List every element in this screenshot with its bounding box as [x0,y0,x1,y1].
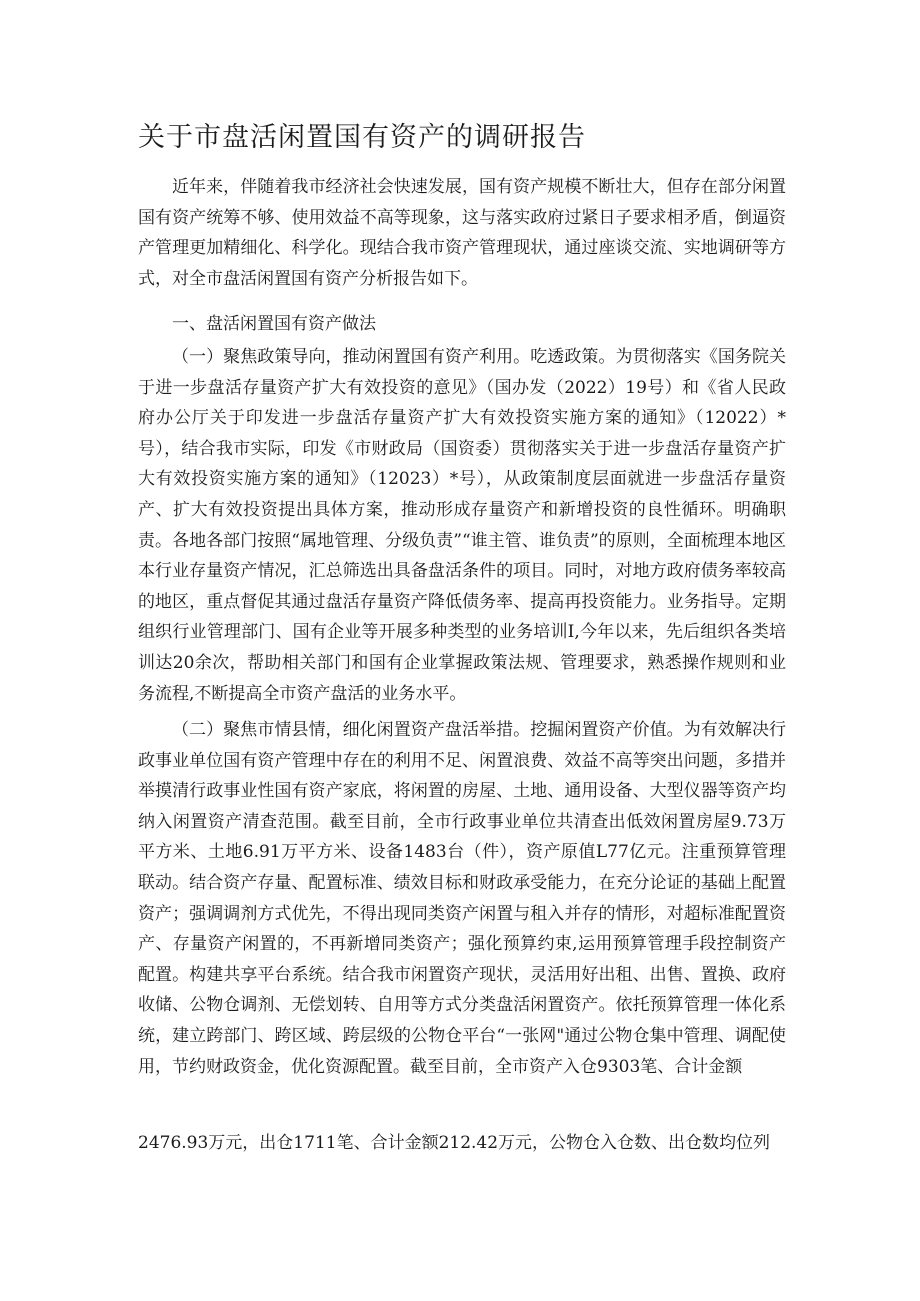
policy-paragraph: （一）聚焦政策导向，推动闲置国有资产利用。吃透政策。为贯彻落实《国务院关于进一步盘活存量资产扩大有效投资的意见》（国办发（2022）19号）和《省人民政府办公厅关于印发进一步盘活存量资产扩大有效投资实施方案的通知》（12022）*号），结合我市实际，印发《市财政局（国资委）贯彻落实关于进一步盘活存量资产扩大有效投资实施方案的通知》（12023）*号），从政策制度层面就进一步盘活存量资产、扩大有效投资提出具体方案，推动形成存量资产和新增投资的良性循环。明确职责。各地各部门按照“属地管理、分级负责”“谁主管、谁负责”的原则，全面梳理本地区本行业存量资产情况，汇总筛选出具备盘活条件的项目。同时，对地方政府债务率较高的地区，重点督促其通过盘活存量资产降低债务率、提高再投资能力。业务指导。定期组织行业管理部门、国有企业等开展多种类型的业务培训I,今年以来，先后组织各类培训达20余次，帮助相关部门和国有企业掌握政策法规、管理要求，熟悉操作规则和业务流程,不断提高全市资产盘活的业务水平。 [138,347,786,704]
intro-paragraph: 近年来，伴随着我市经济社会快速发展，国有资产规模不断壮大，但存在部分闲置国有资产统筹不够、使用效益不高等现象，这与落实政府过紧日子要求相矛盾，倒逼资产管理更加精细化、科学化。现结合我市资产管理现状，通过座谈交流、实地调研等方式，对全市盘活闲置国有资产分析报告如下。 [138,177,786,289]
continuation-paragraph: 2476.93万元，出仓1711笔、合计金额212.42万元，公物仓入仓数、出仓数均位列 [138,1133,771,1153]
page-title: 关于市盘活闲置国有资产的调研报告 [138,122,586,153]
measures-paragraph: （二）聚焦市情县情，细化闲置资产盘活举措。挖掘闲置资产价值。为有效解决行政事业单位国有资产管理中存在的利用不足、闲置浪费、效益不高等突出问题，多措并举摸清行政事业性国有资产家底，将闲置的房屋、土地、通用设备、大型仪器等资产均纳入闲置资产清查范围。截至目前，全市行政事业单位共清查出低效闲置房屋9.73万平方米、土地6.91万平方米、设备1483台（件），资产原值L77亿元。注重预算管理联动。结合资产存量、配置标准、绩效目标和财政承受能力，在充分论证的基础上配置资产；强调调剂方式优先，不得出现同类资产闲置与租入并存的情形，对超标准配置资产、存量资产闲置的，不再新增同类资产；强化预算约束,运用预算管理手段控制资产配置。构建共享平台系统。结合我市闲置资产现状，灵活用好出租、出售、置换、政府收储、公物仓调剂、无偿划转、自用等方式分类盘活闲置资产。依托预算管理一体化系统，建立跨部门、跨区域、跨层级的公物仓平台“一张网"通过公物仓集中管理、调配使用，节约财政资金，优化资源配置。截至目前，全市资产入仓9303笔、合计金额 [138,720,786,1077]
section-heading-1: 一、盘活闲置国有资产做法 [172,314,376,334]
